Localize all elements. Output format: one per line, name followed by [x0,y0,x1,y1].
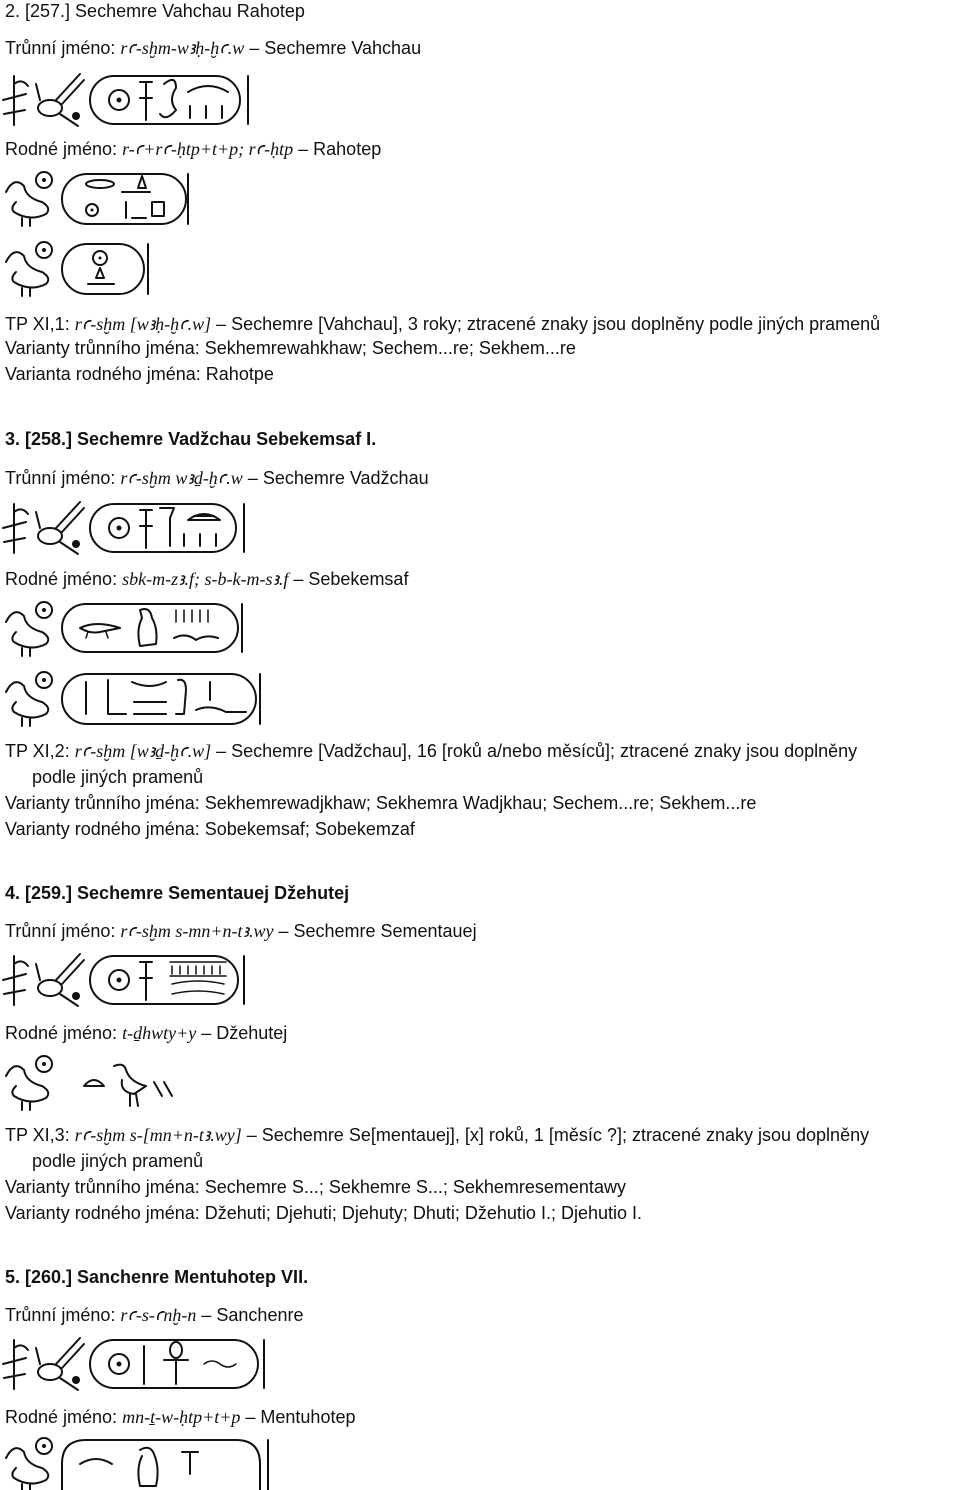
cartouche-icon [62,1440,268,1490]
entry-heading: 5. [260.] Sanchenre Mentuhotep VII. [5,1267,309,1287]
sun-disk-icon [109,90,129,110]
sun-disk-icon [36,172,52,188]
crocodile-icon [80,624,120,638]
ankh-icon [164,1342,188,1384]
sun-disk-icon [36,242,52,258]
birth-name-line: Rodné jméno: mn-ṯ-w-ḥtp+t+p – Mentuhotep [5,1407,356,1427]
tp-line-continuation: podle jiných pramenů [32,767,204,787]
tp-line: TP XI,2: rꜥ-sḫm [wꜣḏ-ḫꜥ.w] – Sechemre [Vadžchau], 16 [roků a/nebo měsíců]; ztracené znaky jsou doplněny [5,741,858,761]
variant-line: Varianty rodného jména: Sobekemsaf; Sobekemzaf [5,819,415,839]
sedge-icon [3,76,28,125]
birth-name-hieroglyphs [0,1434,280,1490]
variant-line: Varianta rodného jména: Rahotpe [5,364,274,384]
sun-disk-icon [36,1056,52,1072]
sun-disk-icon [36,1438,52,1454]
birth-name-line: Rodné jméno: t-ḏhwty+y – Džehutej [5,1023,288,1043]
birth-name-hieroglyphs [0,1052,200,1112]
sun-disk-icon [109,970,129,990]
cartouche-icon [62,244,148,294]
throne-name-line: Trůnní jméno: rꜥ-s-ꜥnḫ-n – Sanchenre [5,1305,304,1325]
entry-heading: 3. [258.] Sechemre Vadžchau Sebekemsaf I. [5,429,377,449]
ibis-icon [114,1065,146,1106]
tp-line: TP XI,3: rꜥ-sḫm s-[mn+n-tꜣ.wy] – Sechemre Se[mentauej], [x] roků, 1 [měsíc ?]; ztracené znaky jsou doplněny [5,1125,870,1145]
falcon-icon [138,609,156,646]
variant-line: Varianty trůnního jména: Sekhemrewadjkhaw; Sekhemra Wadjkhau; Sechem...re; Sekhem...re [5,793,757,813]
bee-icon [36,1338,84,1390]
birth-name-line: Rodné jméno: r-ꜥ+rꜥ-ḥtp+t+p; rꜥ-ḥtp – Rahotep [5,139,382,159]
variant-line: Varianty trůnního jména: Sekhemrewahkhaw; Sechem...re; Sekhem...re [5,338,576,358]
sedge-icon [3,956,28,1005]
tp-line-continuation: podle jiných pramenů [32,1151,204,1171]
sun-disk-icon [36,672,52,688]
throne-name-hieroglyphs [0,498,260,558]
cartouche-icon [90,956,244,1004]
birth-name-line: Rodné jméno: sbk-m-zꜣ.f; s-b-k-m-sꜣ.f – Sebekemsaf [5,569,409,589]
birth-name-hieroglyphs-2 [0,238,220,298]
throne-name-hieroglyphs [0,950,280,1010]
birth-name-hieroglyphs-1 [0,598,270,658]
variant-line: Varianty trůnního jména: Sechemre S...; Sekhemre S...; Sekhemresementawy [5,1177,626,1197]
bee-icon [36,502,84,554]
vulture-icon [138,1448,157,1486]
sun-disk-icon [109,518,129,538]
birth-name-hieroglyphs-2 [0,668,270,728]
throne-name-line: Trůnní jméno: rꜥ-sḫm-wꜣḥ-ḫꜥ.w – Sechemre Vahchau [5,38,422,58]
birth-name-hieroglyphs-1 [0,168,220,228]
sedge-icon [3,504,28,553]
throne-name-line: Trůnní jméno: rꜥ-sḫm s-mn+n-tꜣ.wy – Sechemre Sementauej [5,921,477,941]
sun-disk-icon [109,1354,129,1374]
variant-line: Varianty rodného jména: Džehuti; Djehuti; Djehuty; Dhuti; Džehutio I.; Djehutio I. [5,1203,642,1223]
throne-name-hieroglyphs [0,1334,300,1394]
bee-icon [36,74,84,126]
throne-name-hieroglyphs [0,70,300,130]
entry-heading: 4. [259.] Sechemre Sementauej Džehutej [5,883,350,903]
cartouche-icon [62,674,260,724]
entry-heading: 2. [257.] Sechemre Vahchau Rahotep [5,1,305,21]
tp-line: TP XI,1: rꜥ-sḫm [wꜣḥ-ḫꜥ.w] – Sechemre [Vahchau], 3 roky; ztracené znaky jsou doplněny podle jiných pramenů [5,314,881,334]
throne-name-line: Trůnní jméno: rꜥ-sḫm wꜣḏ-ḫꜥ.w – Sechemre Vadžchau [5,468,429,488]
sun-disk-icon [36,602,52,618]
cartouche-icon [90,504,244,552]
sedge-icon [3,1340,28,1389]
bee-icon [36,954,84,1006]
